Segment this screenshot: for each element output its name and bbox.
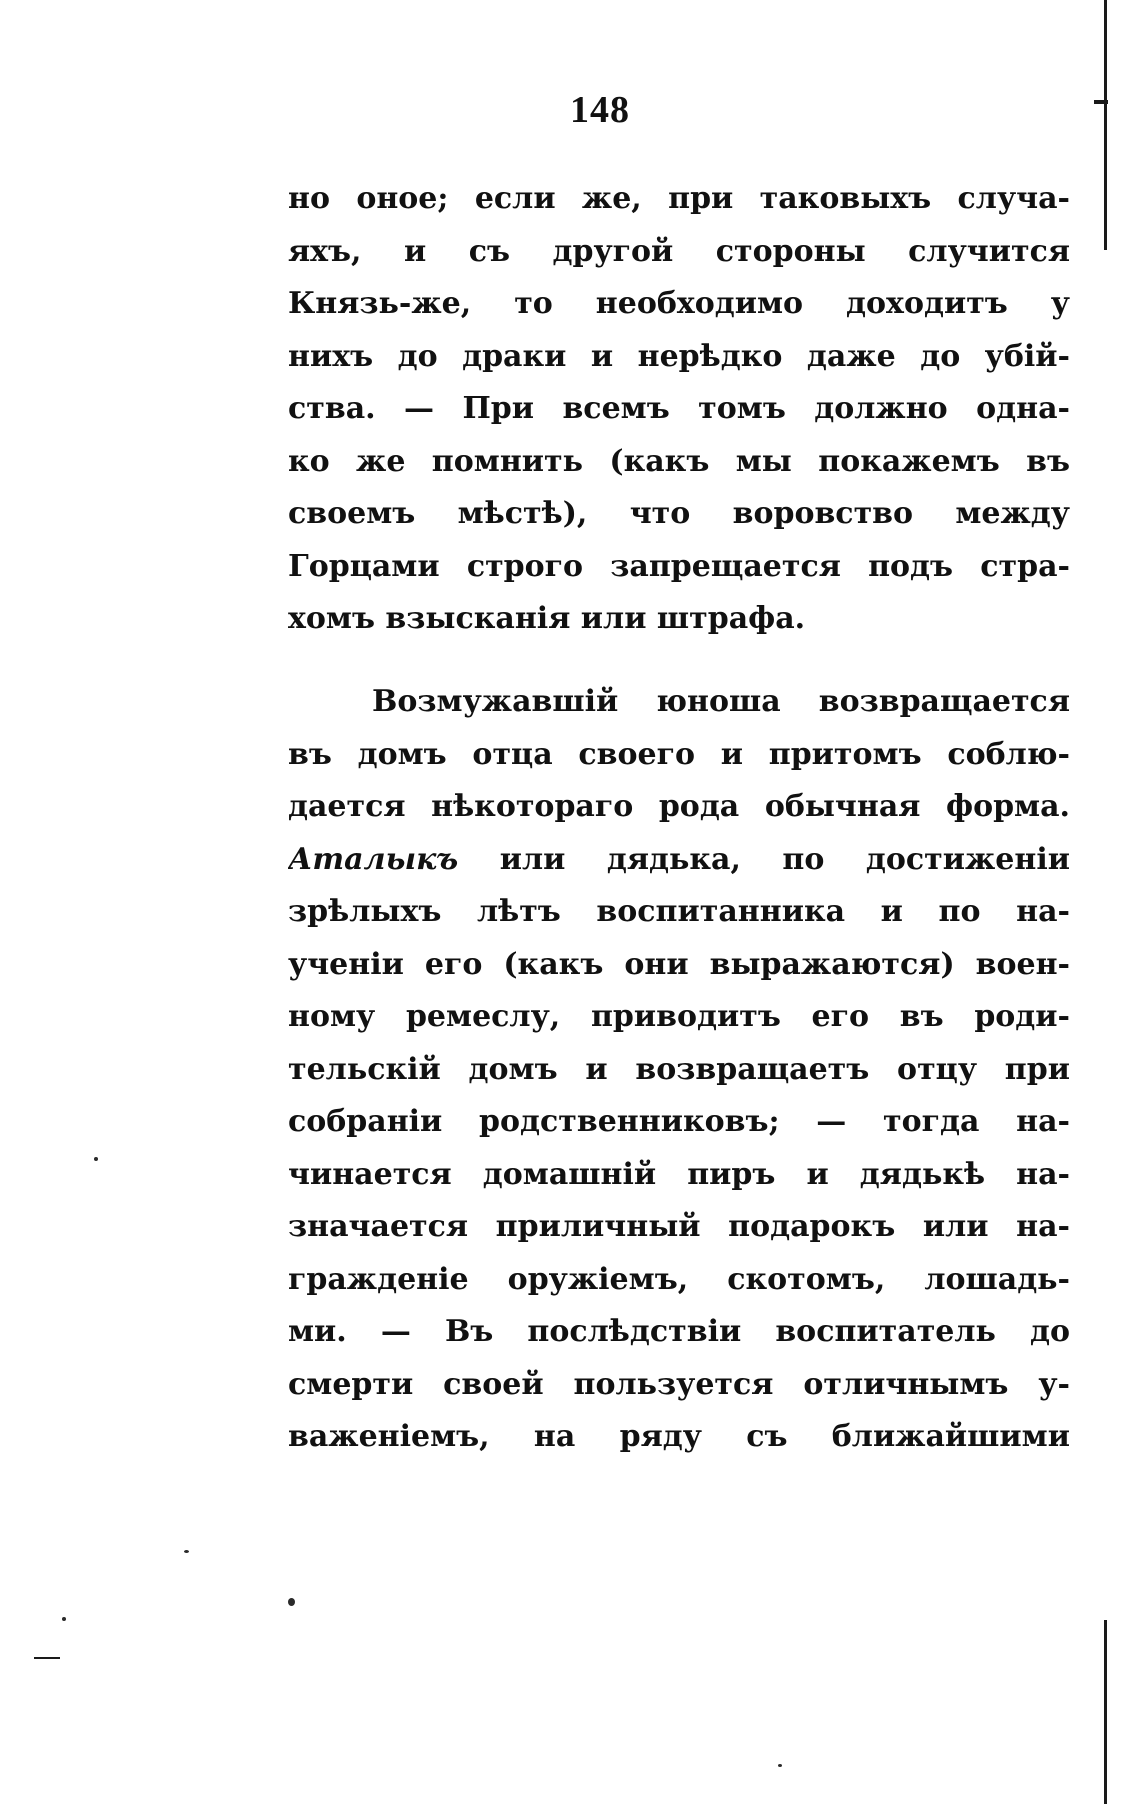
left-edge-dash bbox=[34, 1657, 60, 1659]
text-line: гражденіе оружіемъ, скотомъ, лошадь- bbox=[288, 1261, 1070, 1297]
scan-speck bbox=[62, 1617, 66, 1621]
text-line: ми. — Въ послѣдствіи воспитатель до bbox=[288, 1314, 1070, 1349]
paragraph-1 bbox=[288, 173, 1070, 646]
right-edge-tick bbox=[1094, 100, 1108, 104]
text-line: дается нѣкотораго рода обычная форма. bbox=[288, 789, 1070, 824]
text-line: значается приличный подарокъ или на- bbox=[288, 1209, 1070, 1244]
text-line: чинается домашній пиръ и дядькѣ на- bbox=[288, 1156, 1070, 1192]
scan-speck bbox=[778, 1764, 782, 1767]
scan-speck bbox=[184, 1550, 189, 1553]
text-line: важеніемъ, на ряду съ ближайшими bbox=[288, 1419, 1070, 1454]
text-line: тельскій домъ и возвращаетъ отцу при bbox=[288, 1051, 1070, 1087]
text-line: въ домъ отца своего и притомъ соблю- bbox=[288, 736, 1070, 772]
italic-word: Аталыкъ bbox=[288, 841, 459, 877]
text-line: но оное; если же, при таковыхъ случа- bbox=[288, 181, 1070, 216]
text-line: Князь-же, то необходимо доходитъ у bbox=[288, 286, 1070, 321]
text-line: хомъ взысканія или штрафа. bbox=[288, 601, 806, 636]
text-line: Возмужавшій юноша возвращается bbox=[372, 684, 1070, 719]
text-line: собраніи родственниковъ; — тогда на- bbox=[288, 1104, 1070, 1139]
text-line-with-italic: Аталыкъ или дядька, по достиженіи bbox=[288, 841, 1070, 877]
right-edge-rule-bottom bbox=[1104, 1620, 1107, 1804]
text-line: смерти своей пользуется отличнымъ у- bbox=[288, 1366, 1070, 1402]
text-line: яхъ, и съ другой стороны случится bbox=[288, 233, 1070, 269]
scan-speck bbox=[94, 1157, 98, 1161]
text-line: Горцами строго запрещается подъ стра- bbox=[288, 548, 1070, 584]
text-line: нихъ до драки и нерѣдко даже до убій- bbox=[288, 338, 1070, 374]
scan-speck bbox=[288, 1598, 295, 1606]
page-number: 148 bbox=[570, 89, 630, 131]
text-line: ко же помнить (какъ мы покажемъ въ bbox=[288, 443, 1070, 479]
text-line: своемъ мѣстѣ), что воровство между bbox=[288, 496, 1070, 531]
text-line: ства. — При всемъ томъ должно одна- bbox=[288, 391, 1070, 426]
right-edge-rule-top bbox=[1104, 0, 1107, 250]
text-line: зрѣлыхъ лѣтъ воспитанника и по на- bbox=[288, 894, 1070, 929]
paragraph-2 bbox=[288, 676, 1070, 1464]
text-line: ученіи его (какъ они выражаются) воен- bbox=[288, 946, 1070, 982]
text-line: ному ремеслу, приводитъ его въ роди- bbox=[288, 999, 1070, 1034]
